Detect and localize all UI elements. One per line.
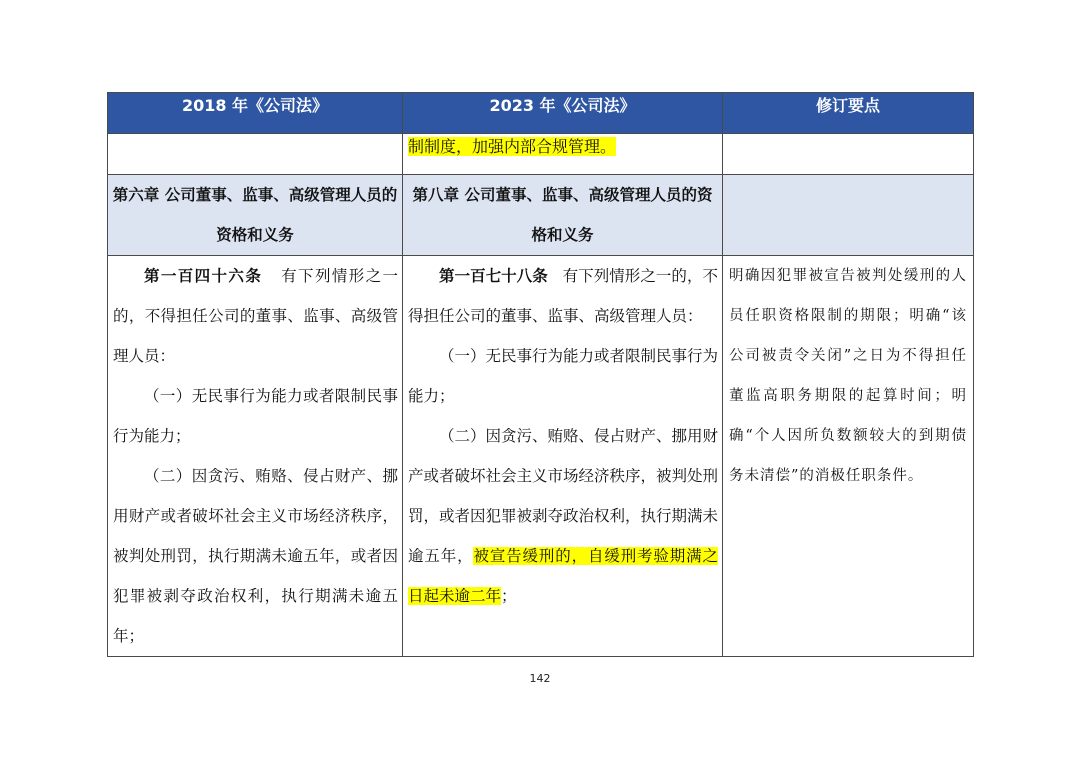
article-number-2018: 第一百四十六条 <box>144 267 263 285</box>
article-item2-2023: （二）因贪污、贿赂、侵占财产、挪用财产或者破坏社会主义市场经济秩序，被判处刑罚，或者因犯罪被剥夺政治权利，执行期满未逾五年， <box>408 427 719 565</box>
revision-notes: 明确因犯罪被宣告被判处缓刑的人员任职资格限制的期限；明确“该公司被责令关闭”之日为不得担任董监高职务期限的起算时间；明确“个人因所负数额较大的到期债务未清偿”的消极任职条件。 <box>729 268 967 484</box>
chapter-cell-notes <box>723 175 974 256</box>
chapter-cell-2018 <box>108 175 403 256</box>
article-row <box>108 256 974 657</box>
page-number: 142 <box>529 672 551 685</box>
header-revision-points: 修订要点 <box>723 93 974 134</box>
article-item1-2023: （一）无民事行为能力或者限制民事行为能力； <box>408 347 719 405</box>
article-item2-2018: （二）因贪污、贿赂、侵占财产、挪用财产或者破坏社会主义市场经济秩序，被判处刑罚，执行期满未逾五年，或者因犯罪被剥夺政治权利，执行期满未逾五年； <box>113 467 398 645</box>
table-header-row <box>108 93 974 134</box>
article-cell-notes <box>723 256 974 657</box>
chapter-cell-2023 <box>403 175 723 256</box>
article-item1-2018: （一）无民事行为能力或者限制民事行为能力； <box>113 387 398 445</box>
highlighted-amendment: 被宣告缓刑的，自缓刑考验期满之日起未逾二年 <box>408 547 718 605</box>
article-intro-2023: 有下列情形之一的，不得担任公司的董事、监事、高级管理人员： <box>408 267 718 325</box>
article-cell-2023 <box>403 256 723 657</box>
header-2018-law: 2018 年《公司法》 <box>108 93 403 134</box>
article-intro-2018: 有下列情形之一的，不得担任公司的董事、监事、高级管理人员： <box>113 267 398 365</box>
highlighted-text: 制制度，加强内部合规管理。 <box>408 137 617 156</box>
header-2023-law: 2023 年《公司法》 <box>403 93 723 134</box>
comparison-table <box>107 92 974 657</box>
article-item2-end-2023: ； <box>501 587 517 605</box>
chapter-title-2018: 第六章 公司董事、监事、高级管理人员的资格和义务 <box>112 186 398 244</box>
continued-cell-notes <box>723 134 974 175</box>
chapter-row <box>108 175 974 256</box>
article-cell-2018 <box>108 256 403 657</box>
continued-cell-2018 <box>108 134 403 175</box>
chapter-title-2023: 第八章 公司董事、监事、高级管理人员的资格和义务 <box>412 186 713 244</box>
article-number-2023: 第一百七十八条 <box>439 267 548 285</box>
continued-row <box>108 134 974 175</box>
continued-cell-2023 <box>403 134 723 175</box>
